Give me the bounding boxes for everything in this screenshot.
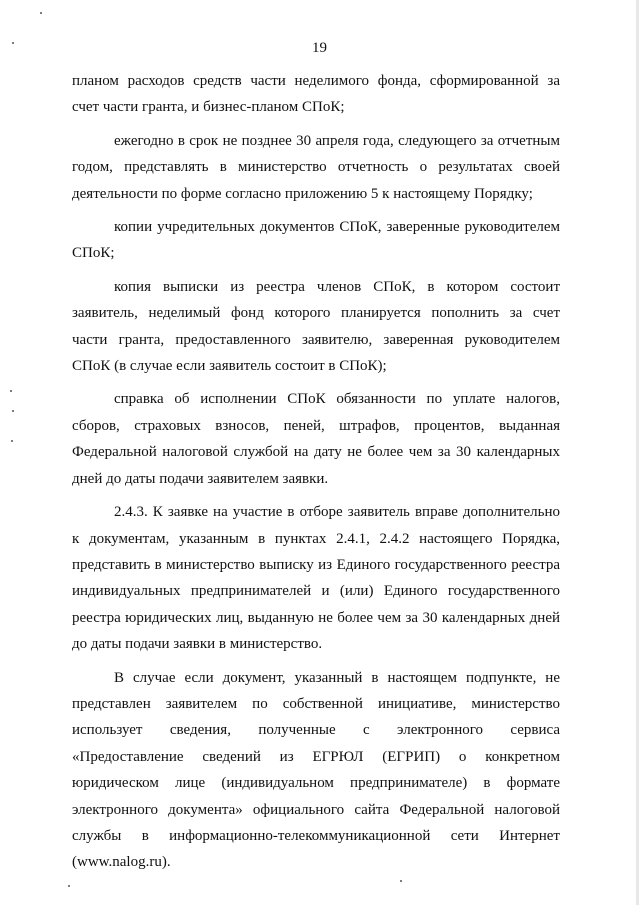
text-line: деятельности по форме согласно приложению 5 к настоящему Порядку;	[72, 185, 533, 202]
text-line: Федеральной налоговой службой на дату не более чем за 30 календарных	[72, 444, 560, 461]
text-line: индивидуальных предпринимателей и (или) Единого государственного	[72, 583, 560, 600]
text-line: СПоК (в случае если заявитель состоит в СПоК);	[72, 358, 387, 375]
text-line: СПоК;	[72, 245, 115, 262]
page-number: 19	[312, 40, 327, 56]
text-line: копия выписки из реестра членов СПоК, в котором состоит	[114, 278, 560, 295]
text-line: части гранта, предоставленного заявителю, заверенная руководителем	[72, 331, 560, 348]
text-line: до даты подачи заявки в министерство.	[72, 636, 323, 653]
scan-speck	[10, 390, 12, 392]
text-line: (www.nalog.ru).	[72, 854, 171, 871]
text-line: копии учредительных документов СПоК, заверенные руководителем	[114, 219, 560, 236]
text-line: заявитель, неделимый фонд которого планируется пополнить за счет	[72, 305, 560, 322]
text-line: дней до даты подачи заявителем заявки.	[72, 470, 329, 487]
scan-speck	[40, 12, 42, 14]
text-line: 2.4.3. К заявке на участие в отборе заявитель вправе дополнительно	[114, 504, 560, 521]
paragraph	[72, 386, 560, 492]
document-body	[72, 68, 560, 876]
paragraph	[72, 499, 560, 657]
scan-speck	[68, 885, 70, 887]
text-line: «Предоставление сведений из ЕГРЮЛ (ЕГРИП) о конкретном	[72, 748, 560, 765]
scan-speck	[11, 440, 13, 442]
text-line: планом расходов средств части неделимого фонда, сформированной за	[72, 73, 560, 89]
paragraph	[72, 214, 560, 267]
text-line: годом, представлять в министерство отчетность о результатах своей	[72, 159, 560, 176]
paragraph	[72, 128, 560, 207]
text-line: счет части гранта, и бизнес-планом СПоК;	[72, 99, 345, 116]
text-line: сборов, страховых взносов, пеней, штрафов, процентов, выданная	[72, 417, 560, 434]
text-line: представлен заявителем по собственной инициативе, министерство	[72, 695, 560, 712]
paragraph	[72, 665, 560, 876]
text-line: электронного документа» официального сайта Федеральной налоговой	[72, 801, 560, 818]
text-line: службы в информационно-телекоммуникационной сети Интернет	[72, 827, 560, 844]
text-line: В случае если документ, указанный в настоящем подпункте, не	[114, 669, 560, 686]
text-line: использует сведения, полученные с электронного сервиса	[72, 722, 560, 739]
text-line: справка об исполнении СПоК обязанности по уплате налогов,	[114, 391, 560, 408]
scan-speck	[12, 410, 14, 412]
text-line: представить в министерство выписку из Единого государственного реестра	[72, 556, 560, 573]
paragraph	[72, 274, 560, 380]
text-line: ежегодно в срок не позднее 30 апреля года, следующего за отчетным	[114, 132, 560, 149]
text-line: юридическом лице (индивидуальном предпринимателе) в формате	[72, 775, 560, 792]
paragraph	[72, 68, 560, 121]
text-line: к документам, указанным в пунктах 2.4.1, 2.4.2 настоящего Порядка,	[72, 530, 560, 547]
scan-speck	[400, 880, 402, 882]
text-line: реестра юридических лиц, выданную не более чем за 30 календарных дней	[72, 609, 560, 626]
